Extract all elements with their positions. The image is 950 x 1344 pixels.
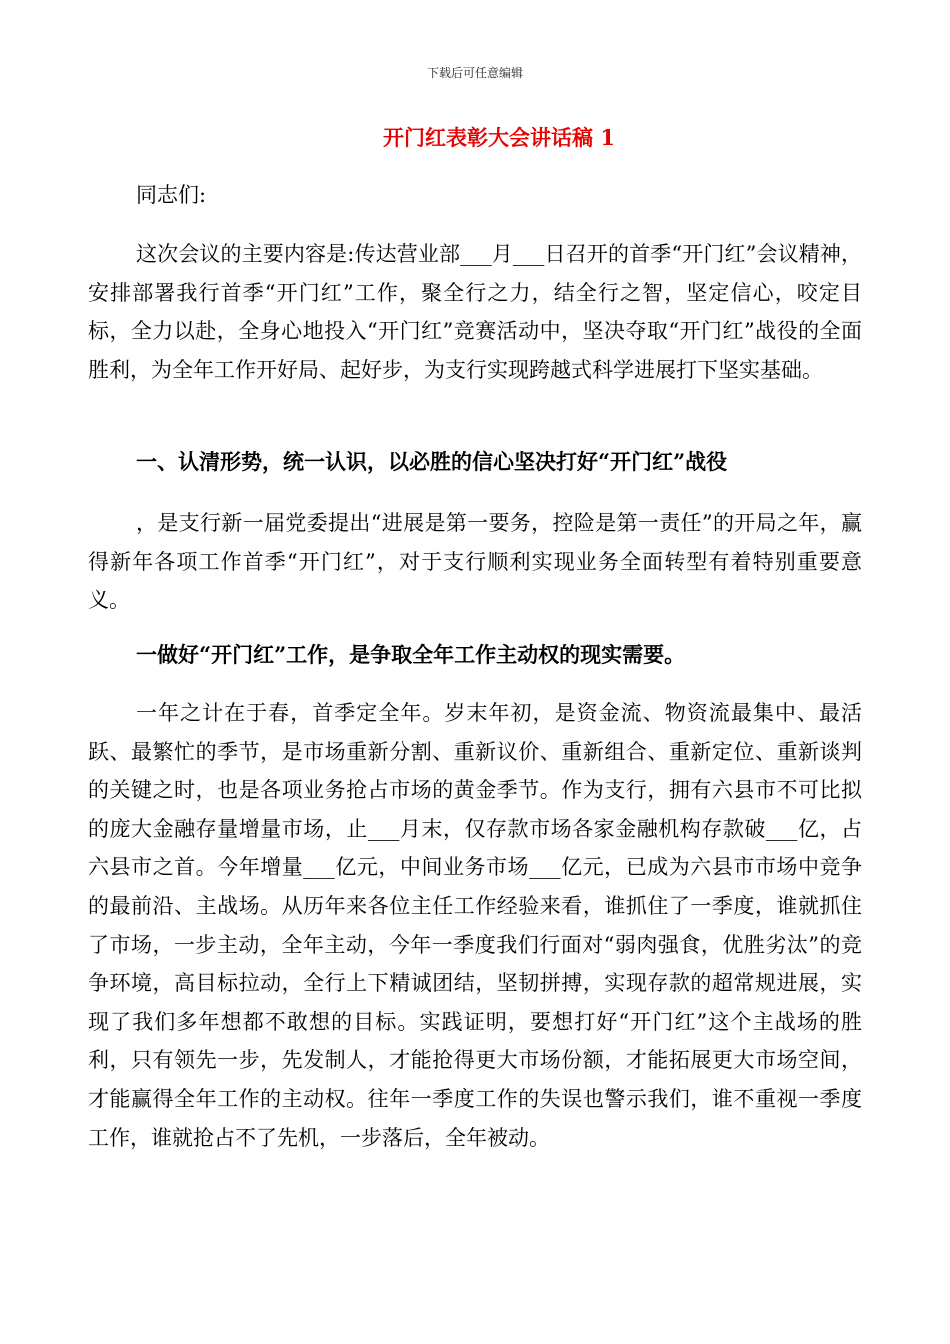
- page-header-note: 下载后可任意编辑: [426, 66, 523, 80]
- salutation: 同志们:: [136, 183, 207, 207]
- section-heading-1: 一、认清形势，统一认识，以必胜的信心坚决打好“开门红”战役: [136, 449, 728, 474]
- document-title: 开门红表彰大会讲话稿 1: [383, 125, 615, 150]
- intro-paragraph: 这次会议的主要内容是:传达营业部___月___日召开的首季“开门红”会议精神，安排部署我行首季“开门红”工作，聚全行之力，结全行之智，坚定信心，咬定目标，全力以赴，全身心地投入“开门红”竞赛活动中，坚决夺取“开门红”战役的全面胜利，为全年工作开好局、起好步，为支行实现跨越式科学进展打下坚实基础。: [88, 242, 862, 382]
- section-2-paragraph: 一年之计在于春，首季定全年。岁末年初，是资金流、物资流最集中、最活跃、最繁忙的季节，是市场重新分割、重新议价、重新组合、重新定位、重新谈判的关键之时，也是各项业务抢占市场的黄金季节。作为支行，拥有六县市不可比拟的庞大金融存量增量市场，止___月末，仅存款市场各家金融机构存款破___亿，占六县市之首。今年增量___亿元，中间业务市场___亿元，已成为六县市市场中竞争的最前沿、主战场。从历年来各位主任工作经验来看，谁抓住了一季度，谁就抓住了市场，一步主动，全年主动，今年一季度我们行面对“弱肉强食，优胜劣汰”的竞争环境，高目标拉动，全行上下精诚团结，坚韧拼搏，实现存款的超常规进展，实现了我们多年想都不敢想的目标。实践证明，要想打好“开门红”这个主战场的胜利，只有领先一步，先发制人，才能抢得更大市场份额，才能拓展更大市场空间，才能赢得全年工作的主动权。往年一季度工作的失误也警示我们，谁不重视一季度工作，谁就抢占不了先机，一步落后，全年被动。: [88, 701, 862, 1150]
- section-1-paragraph: ，是支行新一届党委提出“进展是第一要务，控险是第一责任”的开局之年，赢得新年各项工作首季“开门红”，对于支行顺利实现业务全面转型有着特别重要意义。: [88, 511, 862, 613]
- section-heading-2: 一做好“开门红”工作，是争取全年工作主动权的现实需要。: [136, 642, 686, 667]
